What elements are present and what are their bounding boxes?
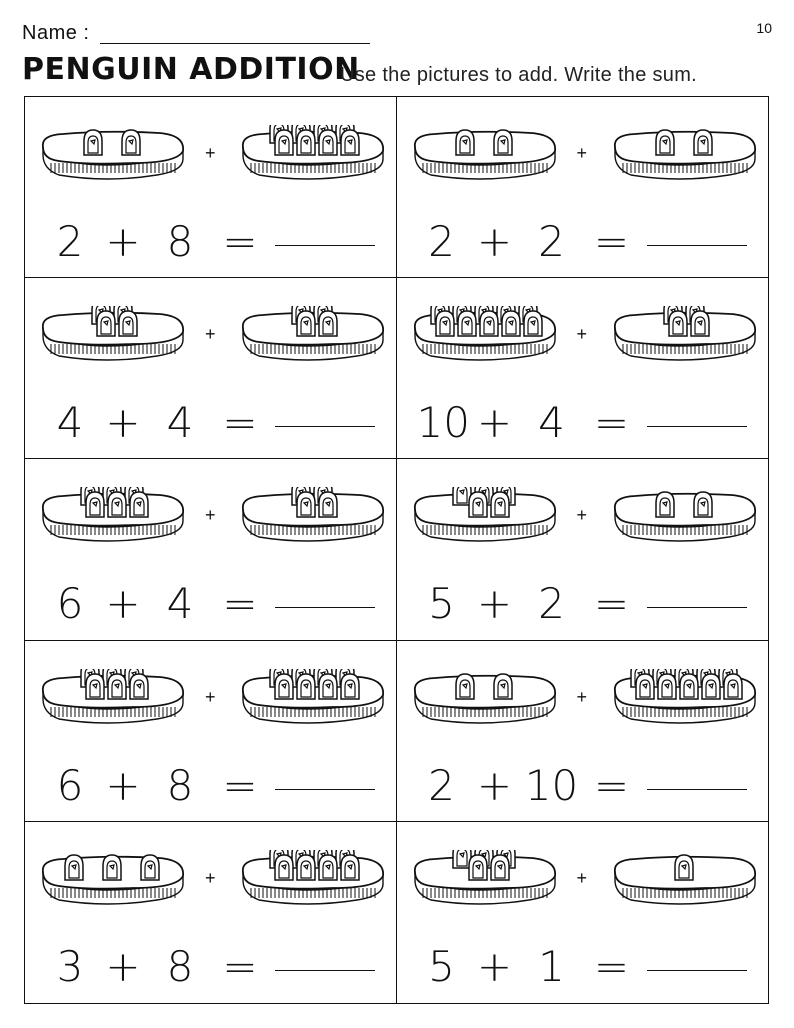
equals-sign: = — [593, 217, 630, 266]
ice-floe-icon — [409, 669, 559, 731]
penguin-icon — [524, 311, 542, 336]
penguin-icon — [436, 311, 454, 336]
ice-floe-left — [37, 850, 187, 912]
plus-sign: + — [105, 217, 141, 266]
name-write-line[interactable] — [100, 43, 370, 44]
ice-floe-right — [237, 669, 387, 731]
penguin-icon — [86, 492, 104, 517]
addend-b: 8 — [166, 941, 194, 991]
addend-a: 6 — [56, 579, 84, 629]
penguin-icon — [319, 130, 337, 155]
penguin-icon — [97, 311, 115, 336]
problem-cell — [25, 641, 397, 822]
penguin-icon — [297, 492, 315, 517]
equation — [397, 217, 769, 267]
penguin-icon — [702, 674, 720, 699]
ice-floe-icon — [409, 487, 559, 549]
penguin-icon — [458, 311, 476, 336]
penguin-icon — [469, 492, 487, 517]
name-label: Name : — [22, 22, 90, 44]
penguin-icon — [341, 855, 359, 880]
ice-floe-left — [37, 125, 187, 187]
penguin-icon — [141, 855, 159, 880]
plus-sign-small: + — [576, 867, 588, 888]
equals-sign: = — [593, 398, 630, 448]
ice-floe-icon — [237, 306, 387, 368]
plus-sign-small: + — [205, 324, 216, 345]
answer-blank[interactable] — [275, 245, 375, 246]
answer-blank[interactable] — [647, 789, 747, 790]
ice-floe-icon — [609, 125, 759, 187]
addend-a: 4 — [56, 398, 84, 448]
equation — [25, 761, 397, 811]
ice-floe-left — [409, 669, 559, 731]
penguin-icon — [297, 130, 315, 155]
addend-b: 8 — [166, 217, 194, 266]
equation — [397, 942, 769, 992]
penguin-icon — [469, 855, 487, 880]
penguin-icon — [275, 855, 293, 880]
penguin-icon — [341, 130, 359, 155]
problem-cell — [25, 459, 397, 640]
addend-a: 2 — [428, 760, 455, 810]
plus-sign: + — [105, 579, 141, 629]
equals-sign: = — [593, 760, 630, 810]
equals-sign: = — [593, 579, 630, 629]
addend-b: 4 — [166, 398, 194, 448]
ice-floe-icon — [609, 487, 759, 549]
penguin-icon — [275, 674, 293, 699]
penguin-icon — [297, 855, 315, 880]
penguin-icon — [494, 130, 512, 155]
ice-floe-icon — [237, 125, 387, 187]
ice-floe-right — [237, 850, 387, 912]
penguin-icon — [691, 311, 709, 336]
equals-sign: = — [222, 760, 258, 810]
ice-floe-right — [237, 487, 387, 549]
penguin-icon — [658, 674, 676, 699]
answer-blank[interactable] — [275, 607, 375, 608]
addend-a: 10 — [416, 398, 470, 448]
ice-floe-left — [37, 669, 187, 731]
penguin-icon — [502, 311, 520, 336]
ice-floe-right — [609, 850, 759, 912]
ice-floe-right — [237, 306, 387, 368]
penguin-icon — [480, 311, 498, 336]
equals-sign: = — [222, 579, 258, 629]
penguin-icon — [122, 130, 140, 155]
answer-blank[interactable] — [275, 789, 375, 790]
plus-sign: + — [105, 398, 141, 448]
ice-floe-left — [37, 487, 187, 549]
equation — [25, 217, 397, 267]
penguin-icon — [297, 674, 315, 699]
ice-floe-left — [37, 306, 187, 368]
penguin-icon — [103, 855, 121, 880]
ice-floe-icon — [37, 669, 187, 731]
answer-blank[interactable] — [647, 426, 747, 427]
ice-floe-icon — [37, 487, 187, 549]
addend-a: 6 — [56, 760, 84, 810]
plus-sign-small: + — [205, 867, 216, 888]
addend-a: 5 — [428, 941, 455, 991]
penguin-icon — [694, 130, 712, 155]
plus-sign-small: + — [576, 505, 588, 526]
penguin-icon — [108, 674, 126, 699]
addend-b: 2 — [538, 579, 565, 629]
problem-cell — [25, 278, 397, 459]
plus-sign-small: + — [576, 324, 588, 345]
penguin-icon — [656, 130, 674, 155]
plus-sign-small: + — [576, 143, 588, 163]
ice-floe-icon — [409, 306, 559, 368]
penguin-icon — [297, 311, 315, 336]
addend-b: 1 — [538, 941, 565, 991]
penguin-icon — [130, 492, 148, 517]
addend-a: 3 — [56, 941, 84, 991]
ice-floe-right — [609, 669, 759, 731]
penguin-icon — [319, 311, 337, 336]
penguin-icon — [491, 492, 509, 517]
equals-sign: = — [222, 941, 258, 991]
addend-a: 5 — [428, 579, 455, 629]
equation — [25, 579, 397, 629]
plus-sign-small: + — [576, 686, 588, 707]
penguin-icon — [119, 311, 137, 336]
ice-floe-icon — [409, 125, 559, 187]
instructions: Use the pictures to add. Write the sum. — [340, 64, 698, 86]
page-number: 10 — [756, 20, 772, 36]
ice-floe-right — [609, 487, 759, 549]
plus-sign-small: + — [205, 686, 216, 707]
penguin-icon — [656, 492, 674, 517]
equals-sign: = — [593, 941, 630, 991]
equation — [25, 398, 397, 448]
plus-sign: + — [476, 941, 513, 991]
penguin-icon — [319, 855, 337, 880]
plus-sign: + — [476, 398, 513, 448]
equals-sign: = — [222, 398, 258, 448]
equation — [397, 579, 769, 629]
ice-floe-icon — [237, 850, 387, 912]
answer-blank[interactable] — [275, 426, 375, 427]
penguin-icon — [108, 492, 126, 517]
worksheet-title: PENGUIN ADDITION — [22, 52, 360, 87]
problem-cell — [397, 459, 769, 640]
addend-b: 8 — [166, 760, 194, 810]
plus-sign: + — [476, 217, 513, 266]
ice-floe-icon — [409, 850, 559, 912]
penguin-icon — [494, 674, 512, 699]
ice-floe-icon — [37, 306, 187, 368]
addend-b: 4 — [538, 398, 565, 448]
penguin-icon — [724, 674, 742, 699]
plus-sign: + — [476, 579, 513, 629]
ice-floe-icon — [609, 306, 759, 368]
problem-cell — [397, 822, 769, 1003]
penguin-icon — [456, 674, 474, 699]
ice-floe-right — [609, 125, 759, 187]
plus-sign-small: + — [205, 505, 216, 526]
ice-floe-left — [409, 850, 559, 912]
ice-floe-left — [409, 487, 559, 549]
penguin-icon — [341, 674, 359, 699]
equation — [397, 398, 769, 448]
addend-b: 10 — [524, 760, 579, 810]
problems-grid — [24, 96, 769, 1004]
equation — [25, 942, 397, 992]
ice-floe-icon — [609, 850, 759, 912]
ice-floe-icon — [37, 850, 187, 912]
penguin-icon — [680, 674, 698, 699]
penguin-icon — [456, 130, 474, 155]
problem-cell — [25, 97, 397, 278]
ice-floe-icon — [237, 487, 387, 549]
plus-sign: + — [105, 941, 141, 991]
problem-cell — [397, 278, 769, 459]
penguin-icon — [319, 492, 337, 517]
problem-cell — [397, 641, 769, 822]
problem-cell — [25, 822, 397, 1003]
penguin-icon — [84, 130, 102, 155]
plus-sign: + — [105, 760, 141, 810]
penguin-icon — [675, 855, 693, 880]
problem-cell — [397, 97, 769, 278]
ice-floe-icon — [609, 669, 759, 731]
penguin-icon — [636, 674, 654, 699]
penguin-icon — [275, 130, 293, 155]
ice-floe-left — [409, 306, 559, 368]
ice-floe-left — [409, 125, 559, 187]
penguin-icon — [319, 674, 337, 699]
ice-floe-right — [609, 306, 759, 368]
answer-blank[interactable] — [647, 245, 747, 246]
addend-a: 2 — [428, 217, 455, 266]
addend-b: 4 — [166, 579, 194, 629]
penguin-icon — [669, 311, 687, 336]
equals-sign: = — [222, 217, 258, 266]
penguin-icon — [86, 674, 104, 699]
ice-floe-right — [237, 125, 387, 187]
addend-b: 2 — [538, 217, 565, 266]
answer-blank[interactable] — [647, 970, 747, 971]
equation — [397, 761, 769, 811]
addend-a: 2 — [56, 217, 84, 266]
penguin-icon — [130, 674, 148, 699]
plus-sign: + — [476, 760, 513, 810]
ice-floe-icon — [237, 669, 387, 731]
answer-blank[interactable] — [275, 970, 375, 971]
penguin-icon — [65, 855, 83, 880]
penguin-icon — [694, 492, 712, 517]
penguin-icon — [491, 855, 509, 880]
ice-floe-icon — [37, 125, 187, 187]
answer-blank[interactable] — [647, 607, 747, 608]
plus-sign-small: + — [205, 143, 216, 163]
